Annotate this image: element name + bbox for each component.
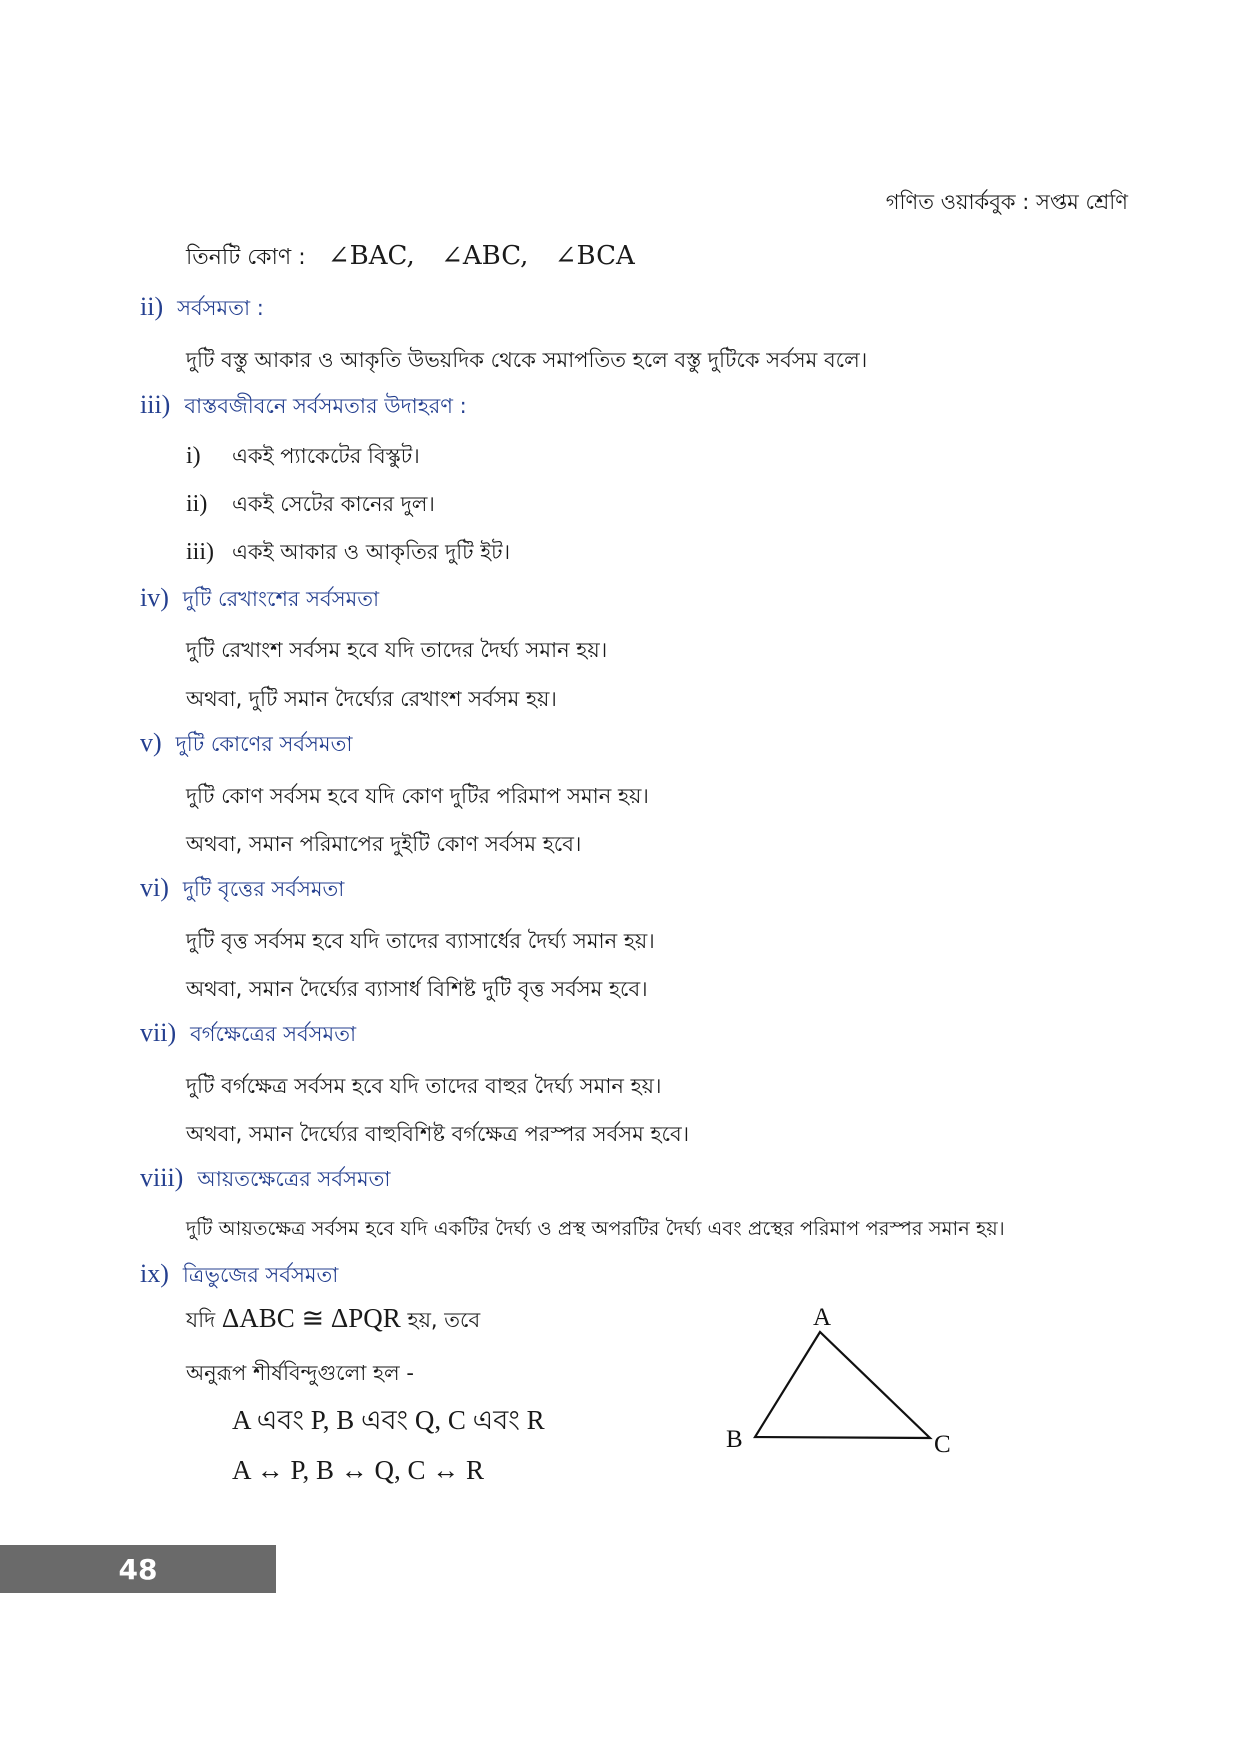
- vertex-a-label: A: [813, 1304, 832, 1331]
- section-heading: [140, 390, 467, 425]
- list-item-text: একই আকার ও আকৃতির দুটি ইট।: [232, 540, 511, 564]
- body-line: অথবা, সমান পরিমাপের দুইটি কোণ সর্বসম হবে।: [186, 832, 582, 856]
- section-number: vii): [140, 1018, 177, 1047]
- triangle-shape: [755, 1332, 930, 1438]
- section-number: vi): [140, 873, 169, 902]
- body-line: দুটি কোণ সর্বসম হবে যদি কোণ দুটির পরিমাপ সমান হয়।: [186, 784, 649, 808]
- section-heading: [140, 728, 352, 763]
- vertex-b-label: B: [726, 1426, 743, 1453]
- body-line: অথবা, সমান দৈর্ঘ্যের ব্যাসার্ধ বিশিষ্ট দুটি বৃত্ত সর্বসম হবে।: [186, 977, 648, 1001]
- section-title: দুটি রেখাংশের সর্বসমতা: [182, 587, 380, 611]
- body-line: দুটি বর্গক্ষেত্র সর্বসম হবে যদি তাদের বাহুর দৈর্ঘ্য সমান হয়।: [186, 1074, 662, 1098]
- body-line: দুটি বৃত্ত সর্বসম হবে যদি তাদের ব্যাসার্ধের দৈর্ঘ্য সমান হয়।: [186, 929, 655, 953]
- body-line: অথবা, দুটি সমান দৈর্ঘ্যের রেখাংশ সর্বসম হয়।: [186, 687, 557, 711]
- section-title: দুটি বৃত্তের সর্বসমতা: [182, 877, 345, 901]
- section-title: দুটি কোণের সর্বসমতা: [175, 732, 353, 756]
- section-heading: [140, 583, 379, 618]
- section-title: আয়তক্ষেত্রের সর্বসমতা: [197, 1167, 391, 1191]
- section-heading: [140, 292, 264, 327]
- section-number: viii): [140, 1163, 184, 1192]
- section-heading: [140, 873, 344, 908]
- angles-line: [186, 240, 653, 277]
- list-item-number: i): [186, 443, 201, 469]
- section-title: সর্বসমতা :: [177, 296, 264, 320]
- section-number: ix): [140, 1259, 169, 1288]
- list-item-number: ii): [186, 491, 208, 517]
- then-text: হয়, তবে: [407, 1308, 481, 1332]
- section-number: ii): [140, 292, 164, 321]
- section-heading: [140, 1163, 390, 1198]
- body-line: দুটি আয়তক্ষেত্র সর্বসম হবে যদি একটির দৈর্ঘ্য ও প্রস্থ অপরটির দৈর্ঘ্য এবং প্রস্থের পরিমাপ পরস্পর সমান হয়।: [186, 1217, 1005, 1240]
- vertex-arrows: A ↔ P, B ↔ Q, C ↔ R: [232, 1455, 485, 1485]
- section-number: v): [140, 728, 162, 757]
- list-item-text: একই সেটের কানের দুল।: [232, 492, 435, 516]
- body-line: দুটি রেখাংশ সর্বসম হবে যদি তাদের দৈর্ঘ্য সমান হয়।: [186, 638, 608, 662]
- list-item: [186, 536, 510, 571]
- running-header: গণিত ওয়ার্কবুক : সপ্তম শ্রেণি: [885, 190, 1128, 214]
- vertex-c-label: C: [934, 1431, 951, 1458]
- congruence-statement: [186, 1303, 480, 1339]
- angles-label: তিনটি কোণ :: [186, 245, 306, 270]
- list-item: [186, 440, 420, 475]
- list-item: [186, 488, 435, 523]
- angle-bac: ∠BAC,: [327, 241, 415, 271]
- page-number: 48: [118, 1552, 158, 1586]
- section-heading: [140, 1018, 356, 1053]
- body-line: দুটি বস্তু আকার ও আকৃতি উভয়দিক থেকে সমাপতিত হলে বস্তু দুটিকে সর্বসম বলে।: [186, 348, 868, 372]
- section-title: বর্গক্ষেত্রের সর্বসমতা: [190, 1022, 357, 1046]
- list-item-text: একই প্যাকেটের বিস্কুট।: [232, 444, 420, 468]
- list-item-number: iii): [186, 539, 214, 565]
- angle-abc: ∠ABC,: [441, 241, 529, 271]
- section-number: iv): [140, 583, 169, 612]
- vertex-pairs: A এবং P, B এবং Q, C এবং R: [232, 1405, 545, 1435]
- correspondence-label: অনুরূপ শীর্ষবিন্দুগুলো হল -: [186, 1361, 414, 1385]
- triangle-diagram: [720, 1300, 980, 1460]
- section-title: ত্রিভুজের সর্বসমতা: [182, 1263, 339, 1287]
- if-word: যদি: [186, 1308, 216, 1332]
- body-line: অথবা, সমান দৈর্ঘ্যের বাহুবিশিষ্ট বর্গক্ষেত্র পরস্পর সর্বসম হবে।: [186, 1122, 690, 1146]
- section-title: বাস্তবজীবনে সর্বসমতার উদাহরণ :: [184, 394, 467, 418]
- angle-bca: ∠BCA: [554, 241, 635, 271]
- section-heading: [140, 1259, 338, 1294]
- section-number: iii): [140, 390, 171, 419]
- congruence-expression: ΔABC ≅ ΔPQR: [221, 1303, 401, 1333]
- page-number-bar: [0, 1545, 276, 1593]
